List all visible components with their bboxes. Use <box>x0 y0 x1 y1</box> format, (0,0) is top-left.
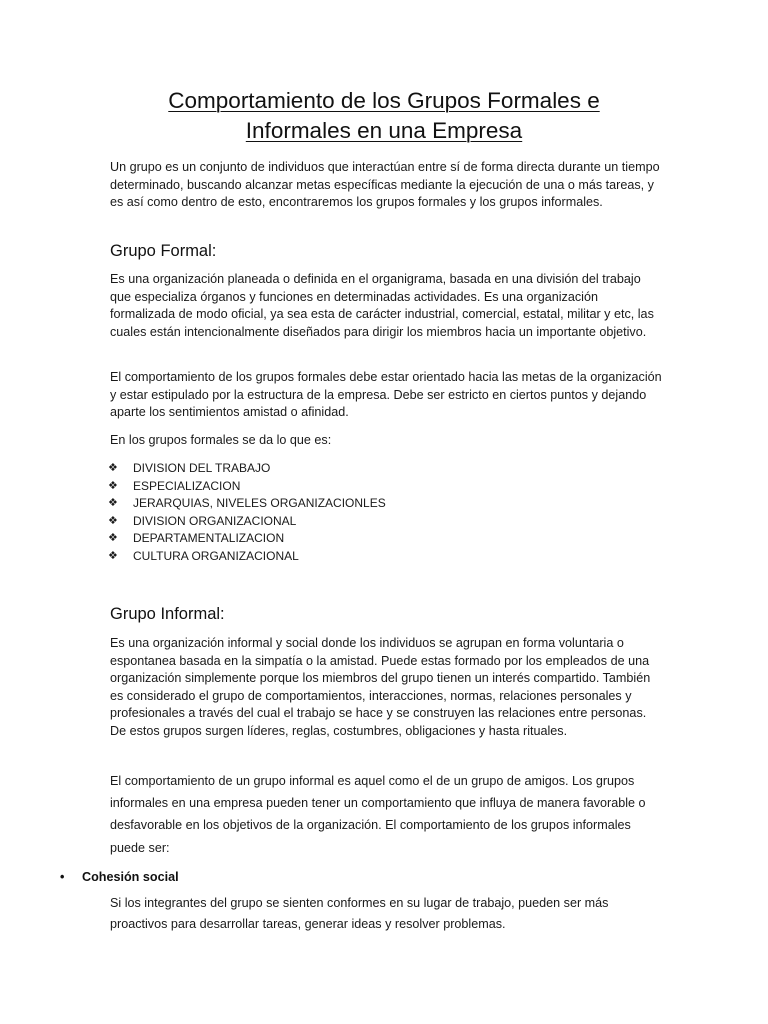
informal-group-heading: Grupo Informal: <box>110 605 225 623</box>
diamond-bullet-icon: ❖ <box>108 479 118 492</box>
list-item <box>108 513 386 531</box>
document-title <box>110 86 658 146</box>
cohesion-paragraph: Si los integrantes del grupo se sienten conformes en su lugar de trabajo, pueden ser más proactivos para desarrollar tareas, generar ideas y resolver problemas. <box>110 896 609 931</box>
formal-paragraph-1: Es una organización planeada o definida en el organigrama, basada en una división del trabajo que especializa órganos y funciones en determinadas actividades. Es una organización formalizada de modo oficial, ya sea esta de carácter industrial, comercial, estatal, militar y etc, las cuales están intencionalmente diseñados para dirigir los miembros hacia un importante objetivo. <box>110 272 654 339</box>
title-line-2: Informales en una Empresa <box>245 118 523 143</box>
diamond-bullet-icon: ❖ <box>108 462 118 474</box>
bullet-dot-icon: • <box>60 870 65 884</box>
list-item <box>108 530 386 548</box>
list-item <box>108 548 386 566</box>
list-item-label: ESPECIALIZACION <box>133 478 241 493</box>
list-item <box>108 495 386 513</box>
diamond-bullet-icon: ❖ <box>108 514 118 527</box>
formal-group-heading: Grupo Formal: <box>110 242 217 260</box>
list-item <box>108 478 386 496</box>
list-item-label: CULTURA ORGANIZACIONAL <box>133 548 299 563</box>
list-item <box>108 460 386 478</box>
diamond-bullet-icon: ❖ <box>108 497 118 510</box>
diamond-bullet-icon: ❖ <box>108 532 118 545</box>
list-item-label: DIVISION DEL TRABAJO <box>133 461 271 475</box>
intro-paragraph: Un grupo es un conjunto de individuos que interactúan entre sí de forma directa durante un tiempo determinado, buscando alcanzar metas específicas mediante la ejecución de una o más tareas, y es así como dentro de esto, encontraremos los grupos formales y los grupos informales. <box>110 160 660 210</box>
formal-characteristics-list <box>108 460 386 566</box>
formal-paragraph-2: El comportamiento de los grupos formales debe estar orientado hacia las metas de la organización y estar estipulado por la estructura de la empresa. Debe ser estricto en ciertos puntos y dejando aparte los sentimientos amistad o afinidad. <box>110 370 662 420</box>
diamond-bullet-icon: ❖ <box>108 549 118 562</box>
list-item-label: JERARQUIAS, NIVELES ORGANIZACIONLES <box>133 496 386 511</box>
informal-paragraph-1: Es una organización informal y social donde los individuos se agrupan en forma voluntaria o espontanea basada en la simpatía o la amistad. Puede estas formado por los empleados de una organización simplemente porque los miembros del grupo tienen un interés compartido. También es considerado el grupo de comportamientos, interacciones, normas, relaciones personales y profesionales a través del cual el trabajo se hace y se construyen las relaciones entre personas. De estos grupos surgen líderes, reglas, costumbres, obligaciones y hasta rituales. <box>110 636 651 738</box>
list-item-label: DEPARTAMENTALIZACION <box>133 531 285 546</box>
informal-paragraph-2: El comportamiento de un grupo informal es aquel como el de un grupo de amigos. Los grupos informales en una empresa pueden tener un comportamiento que influya de manera favorable o desfavorable en los objetivos de la organización. El comportamiento de los grupos informales puede ser: <box>110 774 646 855</box>
formal-paragraph-3: En los grupos formales se da lo que es: <box>110 433 332 447</box>
list-item-label: DIVISION ORGANIZACIONAL <box>133 513 297 528</box>
bullet-label: Cohesión social <box>82 870 179 884</box>
title-line-1: Comportamiento de los Grupos Formales e <box>168 88 600 113</box>
